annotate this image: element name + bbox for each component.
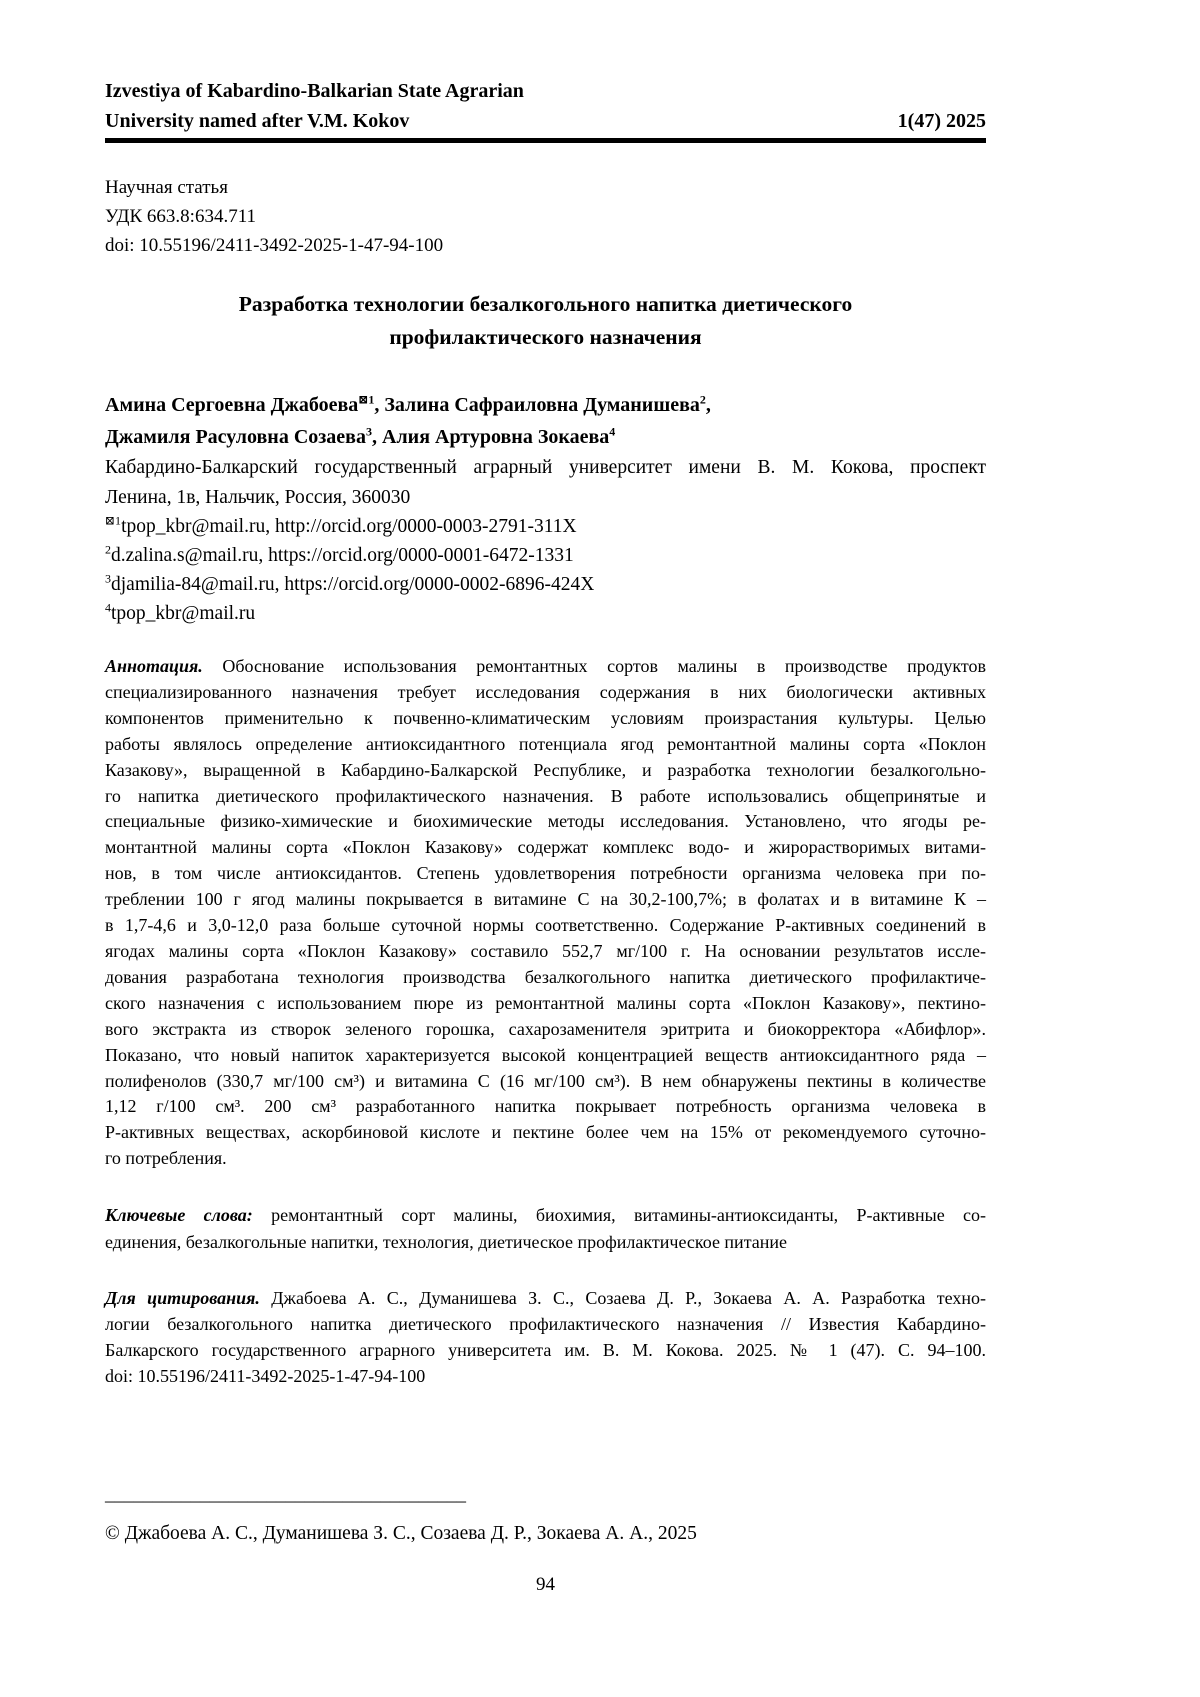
abstract-line: монтантной малины сорта «Поклон Казакову» содержат комплекс водо- и жирорастворимых витами- xyxy=(105,837,986,858)
author-separator: , xyxy=(372,426,377,448)
keywords-first-line xyxy=(105,1202,986,1229)
keywords-label: Ключевые слова: xyxy=(105,1205,253,1226)
keywords-lines xyxy=(105,1229,986,1256)
author-name: Джамиля Расуловна Созаева xyxy=(105,426,366,448)
contact-line xyxy=(105,570,986,599)
abstract-first-line-text: Обоснование использования ремонтантных сортов малины в производстве продуктов xyxy=(222,656,986,676)
citation xyxy=(105,1285,986,1389)
affiliation-line-1: Кабардино-Балкарский государственный аграрный университет имени В. М. Кокова, проспект xyxy=(105,457,986,478)
abstract-line: треблении 100 г ягод малины покрывается в витамине С на 30,2-100,7%; в фолатах и в витамине К – xyxy=(105,889,986,910)
article-title xyxy=(105,288,986,354)
author-name: Залина Сафраиловна Думанишева xyxy=(384,394,700,416)
contact-mark: 4 xyxy=(105,600,111,615)
footnote-divider: ______________________________________ xyxy=(105,1484,466,1506)
issue-number: 1(47) 2025 xyxy=(897,110,986,132)
journal-name-line-2: University named after V.M. Kokov xyxy=(105,110,410,132)
citation-line: doi: 10.55196/2411-3492-2025-1-47-94-100 xyxy=(105,1366,426,1387)
copyright-line: © Джабоева А. С., Думанишева З. С., Созаева Д. Р., Зокаева А. А., 2025 xyxy=(105,1523,697,1545)
abstract-line: полифенолов (330,7 мг/100 см³) и витамина С (16 мг/100 см³). В нем обнаружены пектины в количестве xyxy=(105,1070,986,1091)
abstract xyxy=(105,654,986,1172)
abstract-line: Показано, что новый напиток характеризуется высокой концентрацией веществ антиоксидантного ряда – xyxy=(105,1044,986,1065)
abstract-lines xyxy=(105,680,986,1172)
article-meta xyxy=(105,173,986,260)
contact-mark: 3 xyxy=(105,571,111,586)
journal-name xyxy=(105,76,524,136)
citation-line: логии безалкогольного напитка диетического профилактического назначения // Известия Кабардино- xyxy=(105,1314,986,1335)
affiliation xyxy=(105,453,986,512)
abstract-label: Аннотация. xyxy=(105,656,203,676)
abstract-line: ского назначения с использованием пюре из ремонтантной малины сорта «Поклон Казакову», пектино- xyxy=(105,992,986,1013)
author-mark: 2 xyxy=(699,392,706,407)
article-title-line-2: профилактического назначения xyxy=(389,325,702,349)
contact-text: djamilia-84@mail.ru, https://orcid.org/0000-0002-6896-424X xyxy=(111,574,595,595)
contact-mark: 2 xyxy=(105,542,111,557)
keywords-first-line-text: ремонтантный сорт малины, биохимия, витамины-антиоксиданты, Р-активные со- xyxy=(271,1205,987,1226)
abstract-line: го напитка диетического профилактического назначения. В работе использовались общепринятые и xyxy=(105,785,986,806)
article-type: Научная статья xyxy=(105,177,228,198)
author-mark-envelope: ⊠1 xyxy=(358,392,375,407)
abstract-line: специализированного назначения требует исследования содержания в них биологически активных xyxy=(105,681,986,702)
page-content xyxy=(105,0,986,1598)
page-number: 94 xyxy=(536,1574,555,1596)
abstract-first-line xyxy=(105,654,986,680)
affiliation-line-2: Ленина, 1в, Нальчик, Россия, 360030 xyxy=(105,486,411,508)
author-separator: , xyxy=(374,394,380,416)
abstract-line: компонентов применительно к почвенно-климатическим условиям произрастания культуры. Целью xyxy=(105,707,986,728)
journal-name-line-1: Izvestiya of Kabardino-Balkarian State Agrarian xyxy=(105,80,524,102)
contact-mark: ⊠1 xyxy=(105,513,122,528)
citation-label: Для цитирования. xyxy=(105,1288,260,1309)
keywords xyxy=(105,1202,986,1256)
abstract-line: работы являлось определение антиоксидантного потенциала ягод ремонтантной малины сорта «Поклон xyxy=(105,733,986,754)
keywords-line: единения, безалкогольные напитки, технология, диетическое профилактическое питание xyxy=(105,1232,788,1253)
authors-line-1 xyxy=(105,389,986,421)
authors-block xyxy=(105,389,986,453)
author-name: Амина Сергоевна Джабоева xyxy=(105,394,359,416)
contact-text: tpop_kbr@mail.ru, http://orcid.org/0000-0003-2791-311X xyxy=(121,516,577,537)
doi-line: doi: 10.55196/2411-3492-2025-1-47-94-100 xyxy=(105,235,444,256)
abstract-line: 1,12 г/100 см³. 200 см³ разработанного напитка покрывает потребность организма человека в xyxy=(105,1096,986,1117)
contact-line xyxy=(105,512,986,541)
masthead xyxy=(105,0,986,143)
udc-code: УДК 663.8:634.711 xyxy=(105,206,256,227)
citation-first-line-text: Джабоева А. С., Думанишева З. С., Созаева Д. Р., Зокаева А. А. Разработка техно- xyxy=(271,1288,986,1309)
abstract-line: вого экстракта из створок зеленого горошка, сахарозаменителя эритрита и биокорректора «Абифлор». xyxy=(105,1018,986,1039)
author-mark: 4 xyxy=(609,424,616,439)
article-title-line-1: Разработка технологии безалкогольного напитка диетического xyxy=(238,292,853,316)
author-separator: , xyxy=(705,394,711,416)
abstract-line: Казакову», выращенной в Кабардино-Балкарской Республике, и разработка технологии безалкогольно- xyxy=(105,759,986,780)
citation-line: Балкарского государственного аграрного университета им. В. М. Кокова. 2025. № 1 (47). С. 94–100. xyxy=(105,1340,986,1361)
abstract-line: дования разработана технология производства безалкогольного напитка диетического профилактиче- xyxy=(105,966,986,987)
abstract-line: специальные физико-химические и биохимические методы исследования. Установлено, что ягоды ре- xyxy=(105,811,986,832)
contacts xyxy=(105,512,986,628)
citation-first-line xyxy=(105,1285,986,1311)
author-name: Алия Артуровна Зокаева xyxy=(382,426,610,448)
contact-text: tpop_kbr@mail.ru xyxy=(111,603,256,624)
author-mark: 3 xyxy=(366,424,372,439)
authors-line-2 xyxy=(105,421,986,453)
abstract-line: Р-активных веществах, аскорбиновой кислоте и пектине более чем на 15% от рекомендуемого суточно- xyxy=(105,1122,986,1143)
contact-line xyxy=(105,541,986,570)
citation-lines xyxy=(105,1311,986,1389)
abstract-line: нов, в том числе антиоксидантов. Степень удовлетворения потребности организма человека при по- xyxy=(105,863,986,884)
contact-text: d.zalina.s@mail.ru, https://orcid.org/0000-0001-6472-1331 xyxy=(111,545,574,566)
abstract-line: го потребления. xyxy=(105,1148,227,1169)
abstract-line: в 1,7-4,6 и 3,0-12,0 раза больше суточной нормы соответственно. Содержание Р-активных соединений в xyxy=(105,915,986,936)
abstract-line: ягодах малины сорта «Поклон Казакову» составило 552,7 мг/100 г. На основании результатов иссле- xyxy=(105,940,986,961)
contact-line xyxy=(105,599,986,628)
